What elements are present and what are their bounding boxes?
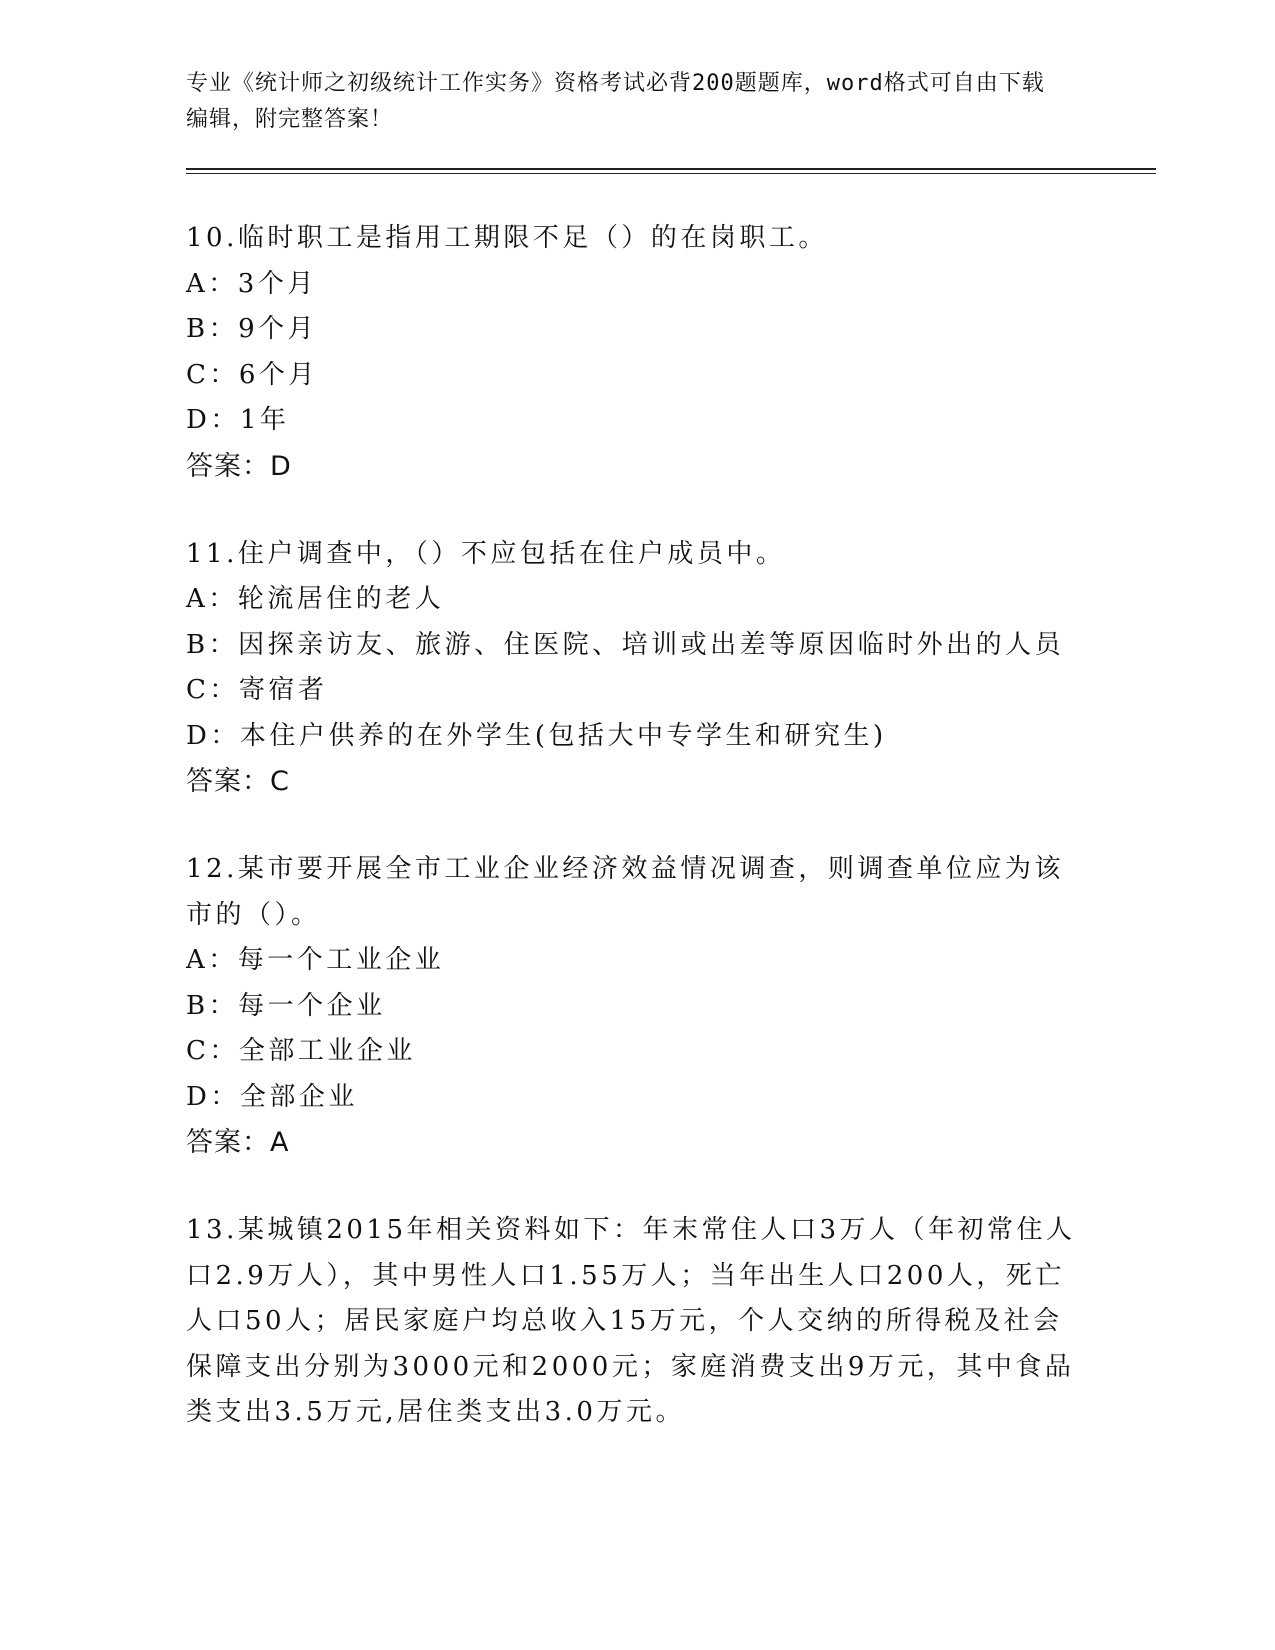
option-c: C：6个月 [186, 359, 318, 390]
question-stem: 12.某市要开展全市工业企业经济效益情况调查，则调查单位应为该市的（）。 [186, 854, 1064, 930]
option-d: D：1年 [186, 405, 290, 435]
document-header: 专业《统计师之初级统计工作实务》资格考试必背200题题库，word格式可自由下载编辑，附完整答案！ [186, 71, 1045, 132]
option-a: A：3个月 [186, 268, 317, 299]
document-page [186, 66, 1156, 1436]
question-13 [186, 1208, 1156, 1436]
option-c: C：全部工业企业 [186, 1036, 416, 1066]
question-stem: 13.某城镇2015年相关资料如下：年末常住人口3万人（年初常住人口2.9万人），其中男性人口1.55万人；当年出生人口200人，死亡人口50人；居民家庭户均总收入15万元，个人交纳的所得税及社会保障支出分别为3000元和2000元；家庭消费支出9万元，其中食品类支出3.5万元,居住类支出3.0万元。 [186, 1215, 1076, 1427]
option-b: B：每一个企业 [186, 990, 386, 1021]
question-stem: 11.住户调查中，（）不应包括在住户成员中。 [186, 538, 786, 569]
option-b: B：9个月 [186, 314, 318, 344]
question-10 [186, 216, 1156, 490]
answer-text: 答案：D [186, 450, 292, 482]
question-12 [186, 847, 1156, 1166]
option-d: D：全部企业 [186, 1081, 358, 1112]
option-a: A：每一个工业企业 [186, 945, 445, 975]
question-stem: 10.临时职工是指用工期限不足（）的在岗职工。 [186, 223, 828, 253]
answer-text: 答案：C [186, 766, 290, 797]
header-divider-bottom [186, 173, 1156, 174]
option-b: B：因探亲访友、旅游、住医院、培训或出差等原因临时外出的人员 [186, 629, 1065, 660]
question-11 [186, 532, 1156, 806]
option-d: D：本住户供养的在外学生(包括大中专学生和研究生) [186, 720, 887, 751]
option-c: C：寄宿者 [186, 675, 328, 705]
header-divider-top [186, 168, 1156, 170]
answer-text: 答案：A [186, 1127, 290, 1158]
option-a: A：轮流居住的老人 [186, 584, 445, 614]
